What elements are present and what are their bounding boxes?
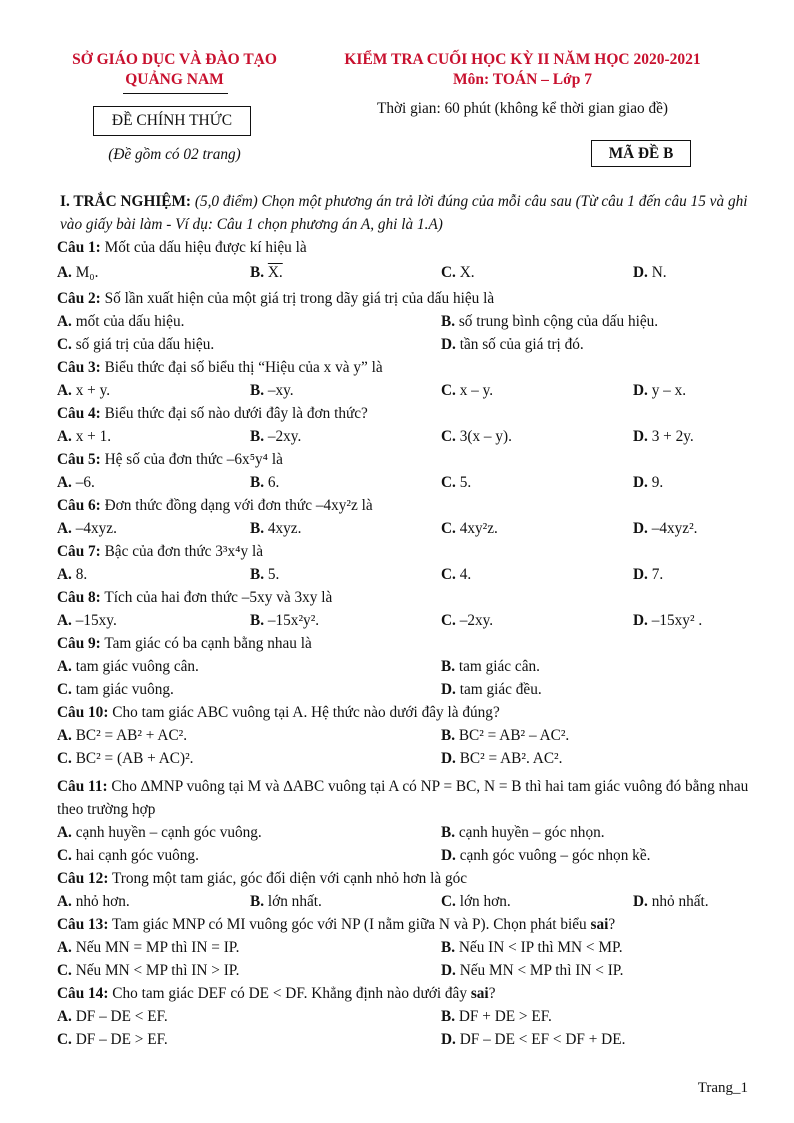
option-text: số trung bình cộng của dấu hiệu.	[458, 313, 659, 330]
option-letter: C.	[441, 264, 456, 281]
answer-option	[441, 890, 511, 913]
option-text: số giá trị của dấu hiệu.	[75, 336, 215, 353]
option-text: 5.	[459, 474, 472, 491]
options-row	[57, 471, 752, 494]
option-letter: A.	[57, 566, 72, 583]
option-text: cạnh huyền – cạnh góc vuông.	[75, 824, 262, 841]
answer-option	[441, 821, 605, 844]
option-text: x – y.	[459, 382, 494, 399]
option-text: M₀.	[75, 264, 99, 281]
answer-option	[633, 890, 709, 913]
option-text: nhỏ hơn.	[75, 893, 130, 910]
option-text: 3(x – y).	[459, 428, 512, 445]
answer-option	[57, 1005, 168, 1028]
question-text: Trong một tam giác, góc đối diện với cạnh nhỏ hơn là góc	[111, 870, 468, 887]
option-letter: C.	[57, 962, 72, 979]
option-letter: D.	[633, 520, 648, 537]
option-letter: A.	[57, 264, 72, 281]
option-letter: D.	[633, 612, 648, 629]
question-label: Câu 2:	[57, 290, 101, 307]
options-row	[57, 890, 752, 913]
option-text: 7.	[651, 566, 664, 583]
answer-option	[441, 678, 542, 701]
answer-option	[441, 310, 658, 333]
option-letter: B.	[441, 313, 456, 330]
answer-option	[250, 379, 294, 402]
option-letter: B.	[441, 727, 456, 744]
option-text: –6.	[75, 474, 95, 491]
option-text: hai cạnh góc vuông.	[75, 847, 199, 864]
answer-option	[633, 425, 694, 448]
option-letter: A.	[57, 824, 72, 841]
option-text: x + 1.	[75, 428, 112, 445]
option-text: Nếu MN < MP thì IN < IP.	[459, 962, 624, 979]
question-text: Bậc của đơn thức 3³x⁴y là	[104, 543, 264, 560]
option-text: –15xy.	[75, 612, 117, 629]
question-text: Tích của hai đơn thức –5xy và 3xy là	[104, 589, 333, 606]
options-row	[57, 724, 752, 747]
part-1-title: I. TRẮC NGHIỆM:	[60, 193, 192, 210]
option-letter: B.	[250, 474, 265, 491]
option-letter: B.	[250, 893, 265, 910]
option-letter: C.	[441, 893, 456, 910]
answer-option	[441, 609, 493, 632]
options-row	[57, 1005, 752, 1028]
option-letter: A.	[57, 939, 72, 956]
option-text: 4xy²z.	[459, 520, 498, 537]
question-text: Cho tam giác DEF có DE < DF. Khẳng định nào dưới đây	[112, 985, 467, 1002]
option-letter: B.	[250, 428, 265, 445]
option-letter: A.	[57, 893, 72, 910]
options-row	[57, 310, 752, 333]
option-text: DF – DE < EF < DF + DE.	[459, 1031, 626, 1048]
question-list	[57, 236, 752, 1051]
question-stem	[57, 402, 752, 425]
option-text: 6.	[267, 474, 280, 491]
option-letter: C.	[57, 750, 72, 767]
question-label: Câu 11:	[57, 778, 108, 795]
answer-option	[57, 259, 98, 287]
question-label: Câu 4:	[57, 405, 101, 422]
question-label: Câu 1:	[57, 239, 101, 256]
option-letter: A.	[57, 1008, 72, 1025]
option-text: cạnh huyền – góc nhọn.	[458, 824, 605, 841]
options-row	[57, 678, 752, 701]
question-stem	[57, 540, 752, 563]
question-label: Câu 6:	[57, 497, 101, 514]
question-text: Mốt của dấu hiệu được kí hiệu là	[104, 239, 307, 256]
option-letter: A.	[57, 658, 72, 675]
answer-option	[441, 517, 498, 540]
question-stem	[57, 701, 752, 724]
question-text: Số lần xuất hiện của một giá trị trong dãy giá trị của dấu hiệu là	[104, 290, 495, 307]
answer-option	[57, 609, 117, 632]
answer-option	[441, 844, 650, 867]
option-text: lớn nhất.	[267, 893, 322, 910]
option-letter: C.	[441, 566, 456, 583]
answer-option	[441, 1005, 552, 1028]
option-letter: D.	[633, 566, 648, 583]
answer-option	[633, 563, 663, 586]
answer-option	[441, 936, 623, 959]
options-row	[57, 959, 752, 982]
option-text: –xy.	[267, 382, 294, 399]
answer-option	[57, 959, 239, 982]
question-label: Câu 5:	[57, 451, 101, 468]
options-row	[57, 563, 752, 586]
answer-option	[57, 517, 117, 540]
question-stem	[57, 982, 752, 1005]
options-row	[57, 379, 752, 402]
question-label: Câu 10:	[57, 704, 109, 721]
question-stem	[57, 632, 752, 655]
answer-option	[250, 471, 279, 494]
question-emphasis: sai	[590, 916, 609, 933]
options-row	[57, 821, 752, 844]
options-row	[57, 655, 752, 678]
option-letter: D.	[441, 962, 456, 979]
answer-option	[441, 959, 623, 982]
option-text: Nếu MN < MP thì IN > IP.	[75, 962, 240, 979]
option-letter: A.	[57, 428, 72, 445]
question-text: Biểu thức đại số biểu thị “Hiệu của x và y” là	[104, 359, 383, 376]
option-letter: D.	[633, 264, 648, 281]
option-text: Nếu MN = MP thì IN = IP.	[75, 939, 240, 956]
answer-option	[250, 425, 301, 448]
option-letter: A.	[57, 382, 72, 399]
option-text: BC² = (AB + AC)².	[75, 750, 194, 767]
answer-option	[57, 563, 87, 586]
option-text: 8.	[75, 566, 88, 583]
question-text: Biểu thức đại số nào dưới đây là đơn thức?	[104, 405, 368, 422]
question-label: Câu 9:	[57, 635, 101, 652]
option-letter: C.	[441, 428, 456, 445]
question-text: Đơn thức đồng dạng với đơn thức –4xy²z là	[104, 497, 373, 514]
exam-content	[57, 190, 752, 1051]
answer-option	[633, 379, 686, 402]
option-letter: A.	[57, 474, 72, 491]
option-letter: D.	[441, 1031, 456, 1048]
option-text: 3 + 2y.	[651, 428, 694, 445]
answer-option	[441, 655, 540, 678]
option-letter: C.	[441, 612, 456, 629]
subject-line: Môn: TOÁN – Lớp 7	[453, 71, 592, 88]
options-row	[57, 936, 752, 959]
option-letter: B.	[250, 520, 265, 537]
question-label: Câu 3:	[57, 359, 101, 376]
option-text: mốt của dấu hiệu.	[75, 313, 185, 330]
option-text: X.	[459, 264, 475, 281]
option-text: –15x²y².	[267, 612, 320, 629]
option-letter: C.	[57, 681, 72, 698]
option-text: tam giác vuông.	[75, 681, 174, 698]
option-text: –2xy.	[267, 428, 302, 445]
answer-option	[441, 747, 562, 770]
option-text: tam giác vuông cân.	[75, 658, 199, 675]
options-row	[57, 844, 752, 867]
answer-option	[250, 517, 301, 540]
page-count-note: (Đề gồm có 02 trang)	[108, 146, 241, 163]
answer-option	[250, 563, 279, 586]
options-row	[57, 609, 752, 632]
question-stem	[57, 356, 752, 379]
option-letter: B.	[250, 566, 265, 583]
exam-code-box: MÃ ĐỀ B	[591, 140, 691, 167]
exam-title: KIỂM TRA CUỐI HỌC KỲ II NĂM HỌC 2020-2021	[344, 51, 701, 68]
option-letter: D.	[633, 893, 648, 910]
question-tail: ?	[608, 916, 616, 933]
part-1-heading	[60, 190, 752, 236]
question-stem	[57, 287, 752, 310]
option-text: 9.	[651, 474, 664, 491]
option-text: X.	[267, 264, 283, 281]
page-number: Trang_1	[697, 1080, 748, 1096]
option-letter: D.	[633, 382, 648, 399]
question-text: Tam giác có ba cạnh bằng nhau là	[104, 635, 312, 652]
answer-option	[633, 471, 663, 494]
option-text: –2xy.	[459, 612, 494, 629]
department-block	[52, 50, 297, 90]
option-letter: C.	[57, 1031, 72, 1048]
options-row	[57, 1028, 752, 1051]
option-text: DF – DE > EF.	[75, 1031, 168, 1048]
answer-option	[57, 747, 194, 770]
answer-option	[57, 333, 214, 356]
option-letter: C.	[57, 847, 72, 864]
option-letter: B.	[250, 612, 265, 629]
option-letter: C.	[441, 474, 456, 491]
answer-option	[441, 724, 569, 747]
answer-option	[57, 1028, 168, 1051]
option-text: N.	[651, 264, 667, 281]
option-letter: A.	[57, 727, 72, 744]
answer-option	[57, 471, 95, 494]
question-stem	[57, 867, 752, 890]
option-text: nhỏ nhất.	[651, 893, 709, 910]
option-letter: B.	[441, 939, 456, 956]
question-stem	[57, 775, 752, 821]
official-exam-box: ĐỀ CHÍNH THỨC	[93, 106, 251, 136]
answer-option	[633, 609, 702, 632]
answer-option	[441, 1028, 625, 1051]
answer-option	[250, 259, 283, 287]
option-letter: A.	[57, 520, 72, 537]
option-text: –15xy² .	[651, 612, 703, 629]
options-row	[57, 333, 752, 356]
header-divider	[123, 93, 228, 94]
option-text: DF + DE > EF.	[458, 1008, 552, 1025]
option-letter: B.	[441, 824, 456, 841]
answer-option	[250, 609, 319, 632]
option-text: DF – DE < EF.	[75, 1008, 168, 1025]
option-letter: D.	[441, 336, 456, 353]
exam-title-block	[300, 50, 745, 90]
options-row	[57, 517, 752, 540]
question-emphasis: sai	[470, 985, 489, 1002]
question-label: Câu 7:	[57, 543, 101, 560]
question-stem	[57, 236, 752, 259]
province-name: QUẢNG NAM	[125, 71, 224, 88]
option-letter: A.	[57, 612, 72, 629]
answer-option	[57, 890, 130, 913]
question-label: Câu 12:	[57, 870, 109, 887]
answer-option	[441, 425, 512, 448]
options-row	[57, 259, 752, 287]
option-text: –4xyz².	[651, 520, 698, 537]
question-label: Câu 13:	[57, 916, 109, 933]
option-letter: B.	[441, 658, 456, 675]
option-text: 5.	[267, 566, 280, 583]
question-label: Câu 14:	[57, 985, 109, 1002]
answer-option	[633, 517, 698, 540]
answer-option	[57, 936, 239, 959]
option-letter: D.	[441, 681, 456, 698]
question-text: Hệ số của đơn thức –6x⁵y⁴ là	[104, 451, 283, 468]
answer-option	[441, 379, 493, 402]
answer-option	[57, 425, 111, 448]
question-text: Cho ∆MNP vuông tại M và ∆ABC vuông tại A có NP = BC, N = B thì hai tam giác vuông đó bằng nhau theo trường hợp	[57, 778, 749, 818]
question-stem	[57, 448, 752, 471]
question-text: Tam giác MNP có MI vuông góc với NP (I nằm giữa N và P). Chọn phát biểu	[111, 916, 587, 933]
option-text: BC² = AB² + AC².	[75, 727, 188, 744]
answer-option	[57, 655, 199, 678]
option-text: lớn hơn.	[459, 893, 511, 910]
option-text: tam giác cân.	[458, 658, 540, 675]
question-tail: ?	[488, 985, 496, 1002]
option-text: x + y.	[75, 382, 111, 399]
answer-option	[57, 844, 199, 867]
option-letter: B.	[250, 382, 265, 399]
option-text: y – x.	[651, 382, 687, 399]
option-text: 4xyz.	[267, 520, 302, 537]
answer-option	[441, 563, 471, 586]
answer-option	[441, 333, 584, 356]
option-letter: C.	[441, 382, 456, 399]
option-letter: B.	[441, 1008, 456, 1025]
answer-option	[250, 890, 322, 913]
question-label: Câu 8:	[57, 589, 101, 606]
option-text: Nếu IN < IP thì MN < MP.	[458, 939, 623, 956]
option-text: cạnh góc vuông – góc nhọn kề.	[459, 847, 651, 864]
option-text: –4xyz.	[75, 520, 117, 537]
question-stem	[57, 494, 752, 517]
answer-option	[57, 379, 110, 402]
option-text: tần số của giá trị đó.	[459, 336, 584, 353]
answer-option	[57, 310, 184, 333]
answer-option	[441, 471, 471, 494]
option-letter: D.	[633, 428, 648, 445]
duration-line: Thời gian: 60 phút (không kể thời gian giao đề)	[376, 100, 669, 117]
option-letter: A.	[57, 313, 72, 330]
option-text: BC² = AB² – AC².	[458, 727, 570, 744]
option-text: BC² = AB². AC².	[459, 750, 563, 767]
option-letter: C.	[57, 336, 72, 353]
options-row	[57, 425, 752, 448]
department-name: SỞ GIÁO DỤC VÀ ĐÀO TẠO	[72, 51, 277, 68]
option-letter: D.	[633, 474, 648, 491]
answer-option	[633, 259, 667, 287]
question-text: Cho tam giác ABC vuông tại A. Hệ thức nào dưới đây là đúng?	[112, 704, 500, 721]
option-text: 4.	[459, 566, 472, 583]
option-text: tam giác đều.	[459, 681, 542, 698]
option-letter: B.	[250, 264, 265, 281]
option-letter: C.	[441, 520, 456, 537]
answer-option	[57, 821, 262, 844]
option-letter: D.	[441, 750, 456, 767]
question-stem	[57, 913, 752, 936]
answer-option	[57, 724, 187, 747]
answer-option	[441, 259, 475, 287]
part-1-instructions: (5,0 điểm) Chọn một phương án trả lời đúng của mỗi câu sau (Từ câu 1 đến câu 15 và ghi vào giấy bài làm - Ví dụ: Câu 1 chọn phương án A, ghi là 1.A)	[60, 193, 748, 233]
question-stem	[57, 586, 752, 609]
option-letter: D.	[441, 847, 456, 864]
answer-option	[57, 678, 174, 701]
options-row	[57, 747, 752, 770]
